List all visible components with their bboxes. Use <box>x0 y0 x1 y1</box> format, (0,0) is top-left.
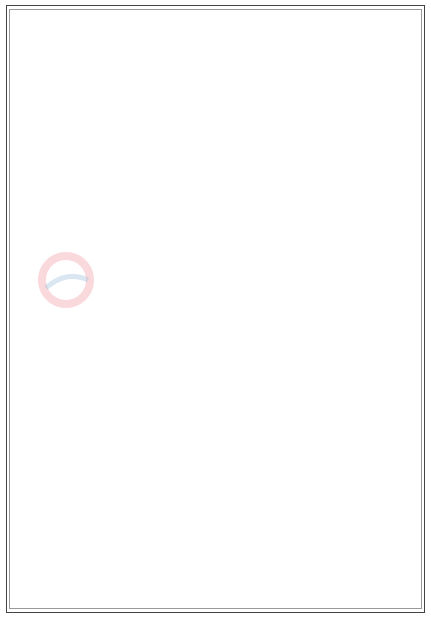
page-inner-border <box>9 9 422 609</box>
page-content <box>38 42 393 49</box>
